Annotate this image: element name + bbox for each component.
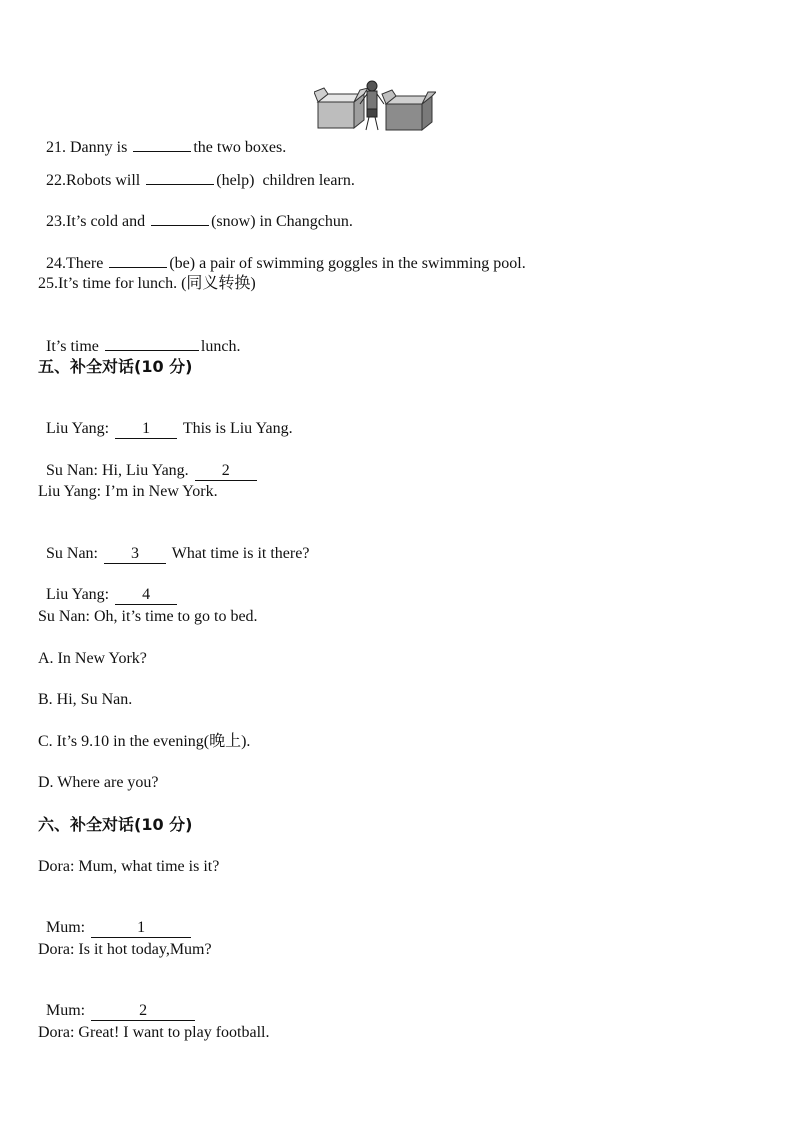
question-22 — [38, 150, 355, 191]
dialogue-6-line-5: Dora: Great! I want to play football. — [38, 1024, 270, 1041]
dialogue-5-blank-1[interactable]: 1 — [115, 420, 177, 439]
dialogue-5-line-2-speaker: Su Nan: Hi, Liu Yang. — [46, 462, 193, 479]
dialogue-6-line-2 — [38, 898, 193, 938]
question-25-rewrite — [38, 316, 240, 357]
option-b: B. Hi, Su Nan. — [38, 691, 133, 708]
dialogue-5-line-1-after: This is Liu Yang. — [179, 420, 293, 437]
dialogue-5-blank-4[interactable]: 4 — [115, 586, 177, 605]
question-23 — [38, 191, 353, 232]
dialogue-6-line-1: Dora: Mum, what time is it? — [38, 858, 220, 875]
dialogue-6-line-3: Dora: Is it hot today,Mum? — [38, 941, 212, 958]
question-22-suffix: (help) children learn. — [216, 172, 355, 189]
answer-blank-23[interactable] — [151, 211, 209, 226]
question-25: 25.It’s time for lunch. (同义转换) — [38, 275, 256, 292]
question-23-suffix: (snow) in Changchun. — [211, 213, 353, 230]
dialogue-6-line-4 — [38, 981, 197, 1021]
answer-blank-22[interactable] — [146, 170, 214, 185]
dialogue-5-line-2 — [38, 441, 259, 481]
dialogue-6-line-4-speaker: Mum: — [46, 1002, 90, 1019]
option-d: D. Where are you? — [38, 774, 159, 791]
dialogue-5-line-3: Liu Yang: I’m in New York. — [38, 483, 218, 500]
option-a: A. In New York? — [38, 650, 147, 667]
boy-between-two-boxes-icon — [314, 76, 436, 134]
dialogue-5-line-1 — [38, 399, 293, 439]
answer-blank-25[interactable] — [105, 336, 199, 351]
section-6-heading: 六、补全对话(10 分) — [38, 815, 193, 834]
question-23-prefix: 23.It’s cold and — [46, 213, 150, 230]
dialogue-6-blank-1[interactable]: 1 — [91, 919, 191, 938]
question-21-suffix: the two boxes. — [193, 139, 287, 156]
question-25-rewrite-suffix: lunch. — [200, 338, 241, 355]
dialogue-5-line-1-speaker: Liu Yang: — [46, 420, 114, 437]
question-24-prefix: 24.There — [46, 255, 108, 272]
question-24 — [38, 233, 526, 274]
question-24-suffix: (be) a pair of swimming goggles in the swimming pool. — [169, 255, 526, 272]
option-c: C. It’s 9.10 in the evening(晚上). — [38, 733, 251, 750]
dialogue-5-line-5-speaker: Liu Yang: — [46, 586, 114, 603]
dialogue-6-line-2-speaker: Mum: — [46, 919, 90, 936]
question-22-prefix: 22.Robots will — [46, 172, 145, 189]
section-5-heading: 五、补全对话(10 分) — [38, 357, 193, 376]
answer-blank-24[interactable] — [109, 253, 167, 268]
question-21-prefix: 21. Danny is — [46, 139, 132, 156]
dialogue-5-blank-2[interactable]: 2 — [195, 462, 257, 481]
dialogue-5-line-5 — [38, 565, 179, 605]
dialogue-6-blank-2[interactable]: 2 — [91, 1002, 195, 1021]
dialogue-5-line-4-speaker: Su Nan: — [46, 545, 102, 562]
dialogue-5-line-4 — [38, 524, 309, 564]
question-25-rewrite-prefix: It’s time — [46, 338, 103, 355]
dialogue-5-blank-3[interactable]: 3 — [104, 545, 166, 564]
dialogue-5-line-6: Su Nan: Oh, it’s time to go to bed. — [38, 608, 258, 625]
dialogue-5-line-4-after: What time is it there? — [168, 545, 310, 562]
